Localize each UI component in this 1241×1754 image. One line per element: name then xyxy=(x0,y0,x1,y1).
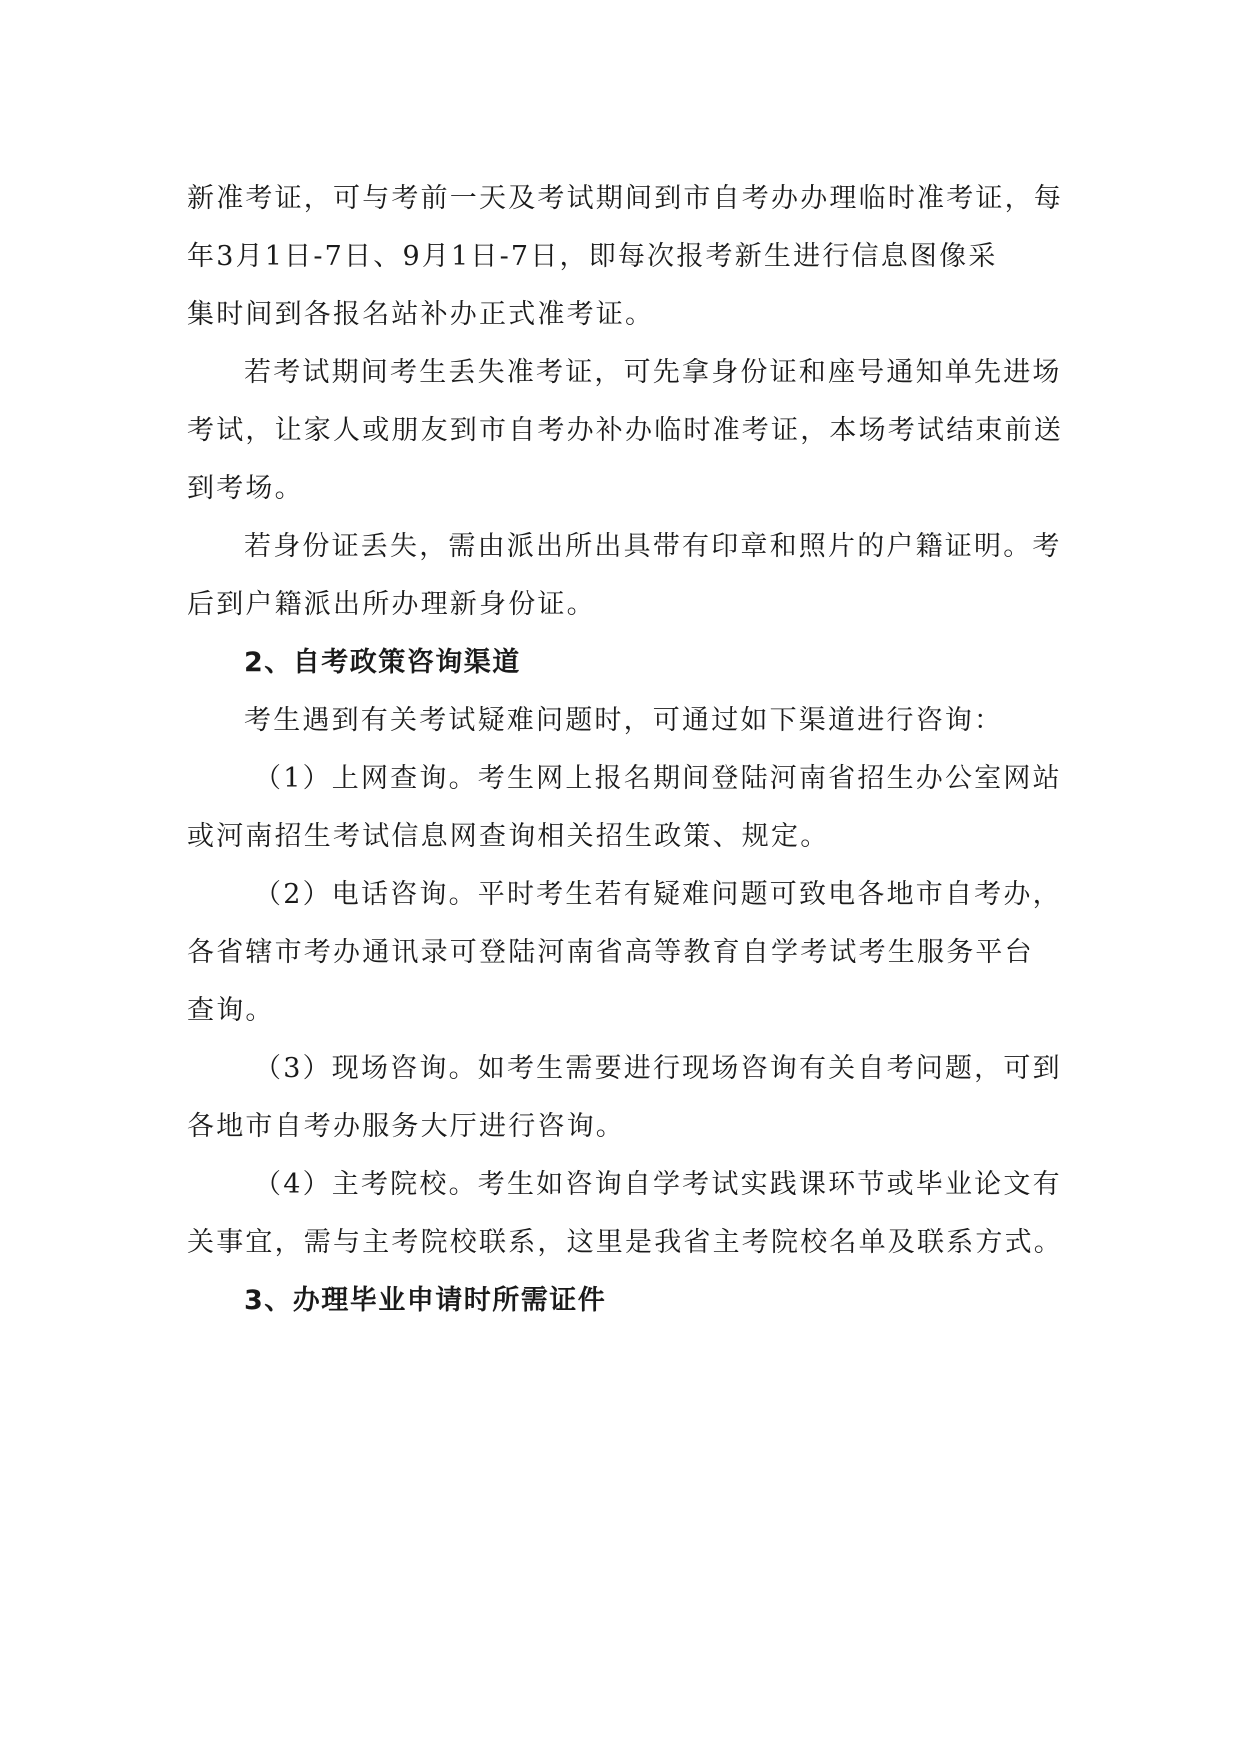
paragraph-line: 考生遇到有关考试疑难问题时，可通过如下渠道进行咨询： xyxy=(244,705,1004,736)
paragraph-line: 到考场。 xyxy=(187,473,304,504)
list-item-line: （4）主考院校。考生如咨询自学考试实践课环节或毕业论文有 xyxy=(254,1169,1062,1200)
list-item-line: 查询。 xyxy=(187,995,275,1026)
list-item-line: （3）现场咨询。如考生需要进行现场咨询有关自考问题，可到 xyxy=(254,1053,1062,1084)
list-item-line: 或河南招生考试信息网查询相关招生政策、规定。 xyxy=(187,821,830,852)
list-item-line: （2）电话咨询。平时考生若有疑难问题可致电各地市自考办， xyxy=(254,879,1062,910)
list-item-line: 各地市自考办服务大厅进行咨询。 xyxy=(187,1111,625,1142)
paragraph-line: 后到户籍派出所办理新身份证。 xyxy=(187,589,596,620)
paragraph-line: 考试，让家人或朋友到市自考办补办临时准考证，本场考试结束前送 xyxy=(187,415,1063,446)
list-item-line: 各省辖市考办通讯录可登陆河南省高等教育自学考试考生服务平台 xyxy=(187,937,1034,968)
list-item-line: 关事宜，需与主考院校联系，这里是我省主考院校名单及联系方式。 xyxy=(187,1227,1063,1258)
section-heading: 3、办理毕业申请时所需证件 xyxy=(244,1285,607,1316)
section-heading: 2、自考政策咨询渠道 xyxy=(244,647,521,678)
paragraph-line: 集时间到各报名站补办正式准考证。 xyxy=(187,299,655,330)
list-item-line: （1）上网查询。考生网上报名期间登陆河南省招生办公室网站 xyxy=(254,763,1062,794)
paragraph-line: 若考试期间考生丢失准考证，可先拿身份证和座号通知单先进场 xyxy=(244,357,1062,388)
paragraph-line: 年3月1日-7日、9月1日-7日，即每次报考新生进行信息图像采 xyxy=(187,241,998,272)
paragraph-line: 新准考证，可与考前一天及考试期间到市自考办办理临时准考证，每 xyxy=(187,183,1063,214)
paragraph-line: 若身份证丢失，需由派出所出具带有印章和照片的户籍证明。考 xyxy=(244,531,1062,562)
